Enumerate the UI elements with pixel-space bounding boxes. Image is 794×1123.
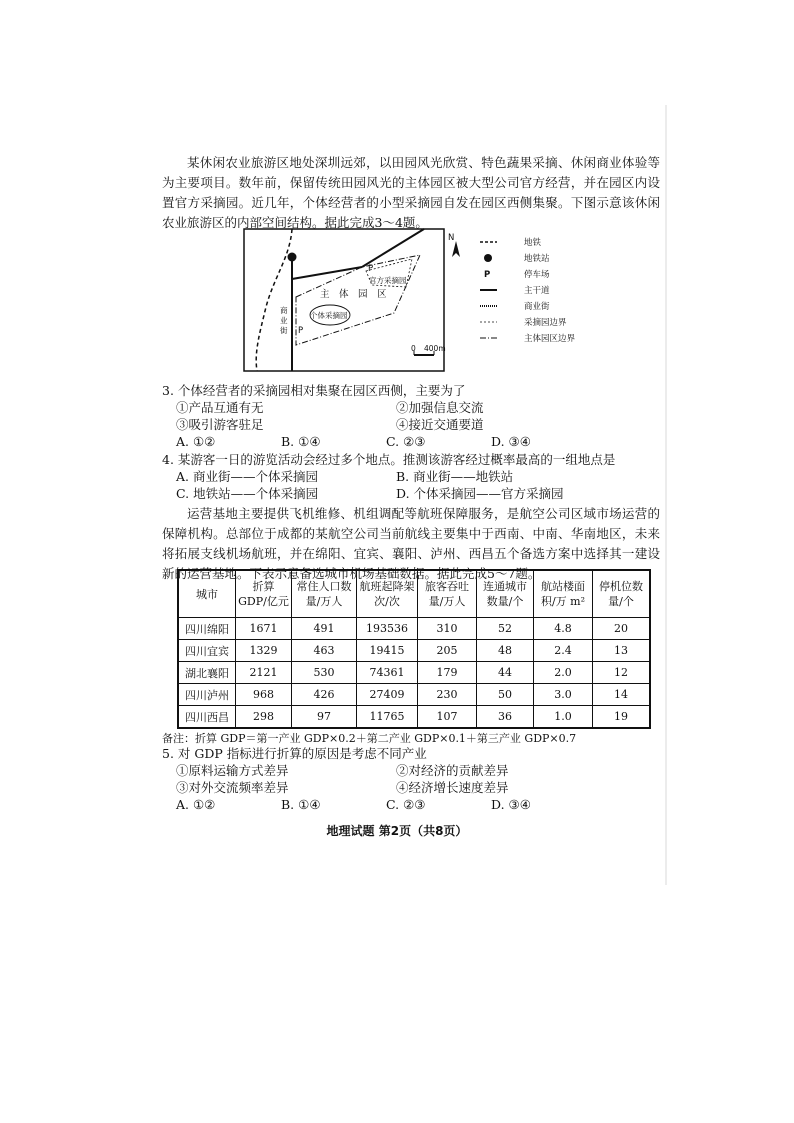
table-cell: 2.4 [534, 640, 593, 662]
q3-choice-d: D. ③④ [491, 434, 531, 449]
q3-choice-c: C. ②③ [386, 434, 426, 449]
table-note: 备注：折算 GDP＝第一产业 GDP×0.2＋第二产业 GDP×0.1＋第三产业 GDP×0.7 [162, 732, 577, 745]
q4-choice-d: D. 个体采摘园——官方采摘园 [396, 486, 564, 501]
q5-item-2: ②对经济的贡献差异 [396, 763, 509, 778]
commercial-street-char-2: 业 [280, 316, 288, 325]
question-3: 3. 个体经营者的采摘园相对集聚在园区西侧，主要为了 ①产品互通有无 ②加强信息交流 ③吸引游客驻足 ④接近交通要道 A. ①② B. ①④ C. ②③ D. ③④ [162, 383, 531, 449]
table-cell: 1.0 [534, 706, 593, 729]
table-cell: 11765 [357, 706, 418, 729]
table-cell: 491 [292, 618, 357, 640]
table-cell: 530 [292, 662, 357, 684]
subway-line [256, 229, 292, 371]
subway-station-icon [288, 253, 297, 262]
parking-label-2: P [298, 326, 304, 336]
table-row [178, 706, 650, 729]
table-cell: 12 [593, 662, 651, 684]
main-park-boundary [296, 255, 420, 345]
table-cell: 19415 [357, 640, 418, 662]
th-population: 常住人口数量/万人 [292, 570, 357, 618]
north-arrow-icon [452, 241, 460, 257]
table-cell: 205 [418, 640, 477, 662]
table-cell: 14 [593, 684, 651, 706]
q4-choice-c: C. 地铁站——个体采摘园 [176, 486, 319, 501]
table-cell: 230 [418, 684, 477, 706]
private-orchard-label: 个体采摘园 [310, 311, 348, 320]
table-cell: 36 [477, 706, 534, 729]
north-label: N [448, 233, 455, 243]
table-cell: 20 [593, 618, 651, 640]
table-cell: 426 [292, 684, 357, 706]
table-cell: 1671 [236, 618, 292, 640]
th-flights: 航班起降架次/次 [357, 570, 418, 618]
table-cell: 湖北襄阳 [178, 662, 236, 684]
main-road [292, 267, 362, 279]
question-4: 4. 某游客一日的游览活动会经过多个地点。推测该游客经过概率最高的一组地点是 A. 商业街——个体采摘园 B. 商业街——地铁站 C. 地铁站——个体采摘园 D. 个体采摘园——官方采摘园 [162, 452, 616, 501]
table-cell: 2121 [236, 662, 292, 684]
table-row [178, 640, 650, 662]
q5-item-1: ①原料运输方式差异 [176, 763, 289, 778]
q5-item-4: ④经济增长速度差异 [396, 780, 509, 795]
table-cell: 50 [477, 684, 534, 706]
intro-paragraph-1: 某休闲农业旅游区地处深圳远郊，以田园风光欣赏、特色蔬果采摘、休闲商业体验等为主要项目。数年前，保留传统田园风光的主体园区被大型公司官方经营，并在园区内设置官方采摘园。近几年，个体经营者的小型采摘园自发在园区西侧集聚。下图示意该休闲农业旅游区的内部空间结构。据此完成3～4题。 [162, 155, 660, 230]
airport-data-table [177, 569, 651, 729]
table-cell: 13 [593, 640, 651, 662]
legend-parking-symbol: P [484, 270, 491, 280]
table-cell: 27409 [357, 684, 418, 706]
q5-choice-c: C. ②③ [386, 797, 426, 812]
table-cell: 310 [418, 618, 477, 640]
table-row [178, 618, 650, 640]
table-cell: 97 [292, 706, 357, 729]
table-row [178, 684, 650, 706]
legend-commercial: 商业街 [524, 302, 550, 312]
q5-item-3: ③对外交流频率差异 [176, 780, 289, 795]
q5-choice-d: D. ③④ [491, 797, 531, 812]
scan-edge-line [665, 105, 667, 885]
table-cell: 四川西昌 [178, 706, 236, 729]
q3-choice-a: A. ①② [176, 434, 216, 449]
th-gdp: 折算 GDP/亿元 [236, 570, 292, 618]
commercial-street-char-3: 街 [280, 326, 288, 335]
legend-orchard-boundary: 采摘园边界 [524, 318, 567, 328]
table-cell: 48 [477, 640, 534, 662]
table-cell: 968 [236, 684, 292, 706]
table-cell: 1329 [236, 640, 292, 662]
scale-value: 400m [424, 344, 446, 353]
table-cell: 四川绵阳 [178, 618, 236, 640]
q4-choice-a: A. 商业街——个体采摘园 [176, 469, 318, 484]
q3-item-3: ③吸引游客驻足 [176, 417, 264, 432]
q3-item-2: ②加强信息交流 [396, 400, 484, 415]
map-svg [162, 227, 592, 379]
th-connected: 连通城市数量/个 [477, 570, 534, 618]
intro-paragraph-2: 运营基地主要提供飞机维修、机组调配等航班保障服务，是航空公司区域市场运营的保障机构。总部位于成都的某航空公司当前航线主要集中于西南、中南、华南地区，未来将拓展支线机场航班，并在绵阳、宜宾、襄阳、泸州、西昌五个备选方案中选择其一建设新的运营基地。下表示意备选城市机场基础数据。据此完成5～7题。 [162, 506, 660, 581]
table-cell: 19 [593, 706, 651, 729]
main-road-2 [362, 229, 424, 267]
table-cell: 四川宜宾 [178, 640, 236, 662]
scale-zero: 0 [411, 344, 416, 353]
th-stands: 停机位数量/个 [593, 570, 651, 618]
legend-road: 主干道 [524, 286, 550, 296]
table-cell: 52 [477, 618, 534, 640]
q4-choice-b: B. 商业街——地铁站 [396, 469, 514, 484]
legend-station: 地铁站 [524, 254, 550, 264]
q3-item-1: ①产品互通有无 [176, 400, 264, 415]
th-terminal: 航站楼面积/万 m² [534, 570, 593, 618]
q5-choice-b: B. ①④ [281, 797, 321, 812]
official-orchard-label: 官方采摘园 [369, 276, 407, 285]
commercial-street-char-1: 商 [280, 306, 288, 315]
page-footer: 地理试题 第2页（共8页） [326, 824, 468, 838]
table-cell: 四川泸州 [178, 684, 236, 706]
table-cell: 2.0 [534, 662, 593, 684]
table-cell: 179 [418, 662, 477, 684]
q3-item-4: ④接近交通要道 [396, 417, 484, 432]
legend-subway: 地铁 [524, 238, 542, 248]
table-cell: 463 [292, 640, 357, 662]
legend-station-icon [484, 254, 492, 262]
question-5: 5. 对 GDP 指标进行折算的原因是考虑不同产业 ①原料运输方式差异 ②对经济的贡献差异 ③对外交流频率差异 ④经济增长速度差异 A. ①② B. ①④ C. ②③ D. ③④ [162, 746, 531, 812]
map-figure [162, 227, 592, 379]
parking-label-1: P [368, 264, 374, 274]
legend-parking: 停车场 [524, 270, 550, 280]
main-park-label: 主 体 园 区 [320, 289, 387, 300]
q3-choice-b: B. ①④ [281, 434, 321, 449]
table-row [178, 662, 650, 684]
table-cell: 107 [418, 706, 477, 729]
table-cell: 298 [236, 706, 292, 729]
table-cell: 74361 [357, 662, 418, 684]
legend-park-boundary: 主体园区边界 [524, 334, 576, 344]
table-cell: 44 [477, 662, 534, 684]
th-passengers: 旅客吞吐量/万人 [418, 570, 477, 618]
th-city: 城市 [178, 570, 236, 618]
table-cell: 3.0 [534, 684, 593, 706]
q5-choice-a: A. ①② [176, 797, 216, 812]
table-cell: 4.8 [534, 618, 593, 640]
table-cell: 193536 [357, 618, 418, 640]
